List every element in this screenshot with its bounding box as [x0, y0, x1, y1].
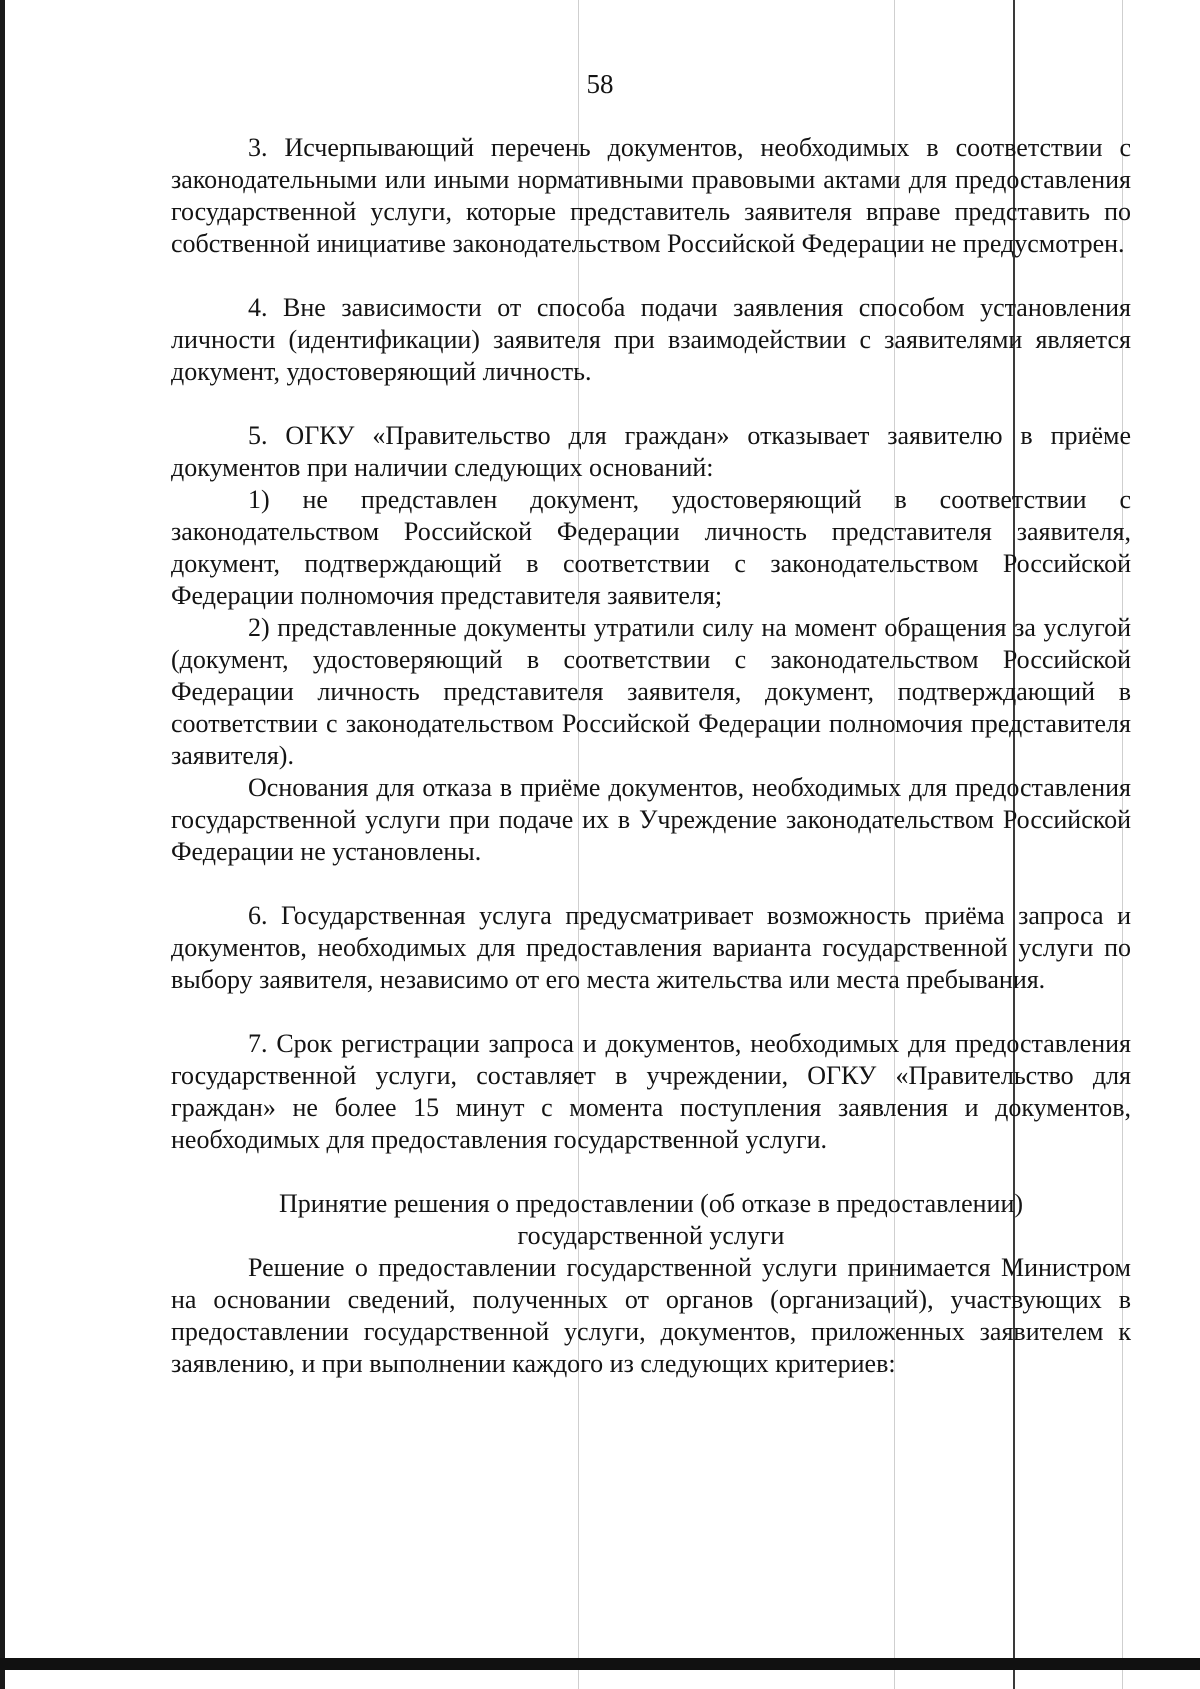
paragraph-item-7: 7. Срок регистрации запроса и документов, необходимых для предоставления государственной услуги, составляет в учреждении, ОГКУ «Правительство для граждан» не более 15 минут с момента поступления заявления и документов, необходимых для предоставления государственной услуги.	[171, 1029, 1131, 1154]
decision-paragraph: Решение о предоставлении государственной услуги принимается Министром на основании сведений, полученных от органов (организаций), участвующих в предоставлении государственной услуги, документов, приложенных заявителем к заявлению, и при выполнении каждого из следующих критериев:	[171, 1253, 1131, 1378]
paragraph-item-3: 3. Исчерпывающий перечень документов, необходимых в соответствии с законодательными или иными нормативными правовыми актами для предоставления государственной услуги, которые представитель заявителя вправе представить по собственной инициативе законодательством Российской Федерации не предусмотрен.	[171, 133, 1131, 258]
subitem-2: 2) представленные документы утратили силу на момент обращения за услугой (документ, удостоверяющий в соответствии с законодательством Российской Федерации личность представителя заявителя, документ, подтверждающий в соответствии с законодательством Российской Федерации полномочия представителя заявителя).	[171, 613, 1131, 770]
subitem-1: 1) не представлен документ, удостоверяющий в соответствии с законодательством Российской Федерации личность представителя заявителя, документ, подтверждающий в соответствии с законодательством Российской Федерации полномочия представителя заявителя;	[171, 485, 1131, 610]
page-number: 58	[586, 69, 614, 99]
document-body	[171, 132, 1131, 1380]
section-heading	[171, 1188, 1131, 1252]
refusal-grounds-paragraph: Основания для отказа в приёме документов, необходимых для предоставления государственной услуги при подаче их в Учреждение законодательством Российской Федерации не установлены.	[171, 773, 1131, 866]
paragraph-item-4: 4. Вне зависимости от способа подачи заявления способом установления личности (идентификации) заявителя при взаимодействии с заявителями является документ, удостоверяющий личность.	[171, 293, 1131, 386]
paragraph-item-5: 5. ОГКУ «Правительство для граждан» отказывает заявителю в приёме документов при наличии следующих оснований:	[171, 421, 1131, 482]
section-heading-line-2: государственной услуги	[517, 1221, 785, 1250]
scan-edge-left	[0, 0, 5, 1689]
scan-edge-bottom	[0, 1658, 1200, 1670]
section-heading-line-1: Принятие решения о предоставлении (об отказе в предоставлении)	[278, 1189, 1024, 1218]
paragraph-item-6: 6. Государственная услуга предусматривает возможность приёма запроса и документов, необходимых для предоставления варианта государственной услуги по выбору заявителя, независимо от его места жительства или места пребывания.	[171, 901, 1131, 994]
